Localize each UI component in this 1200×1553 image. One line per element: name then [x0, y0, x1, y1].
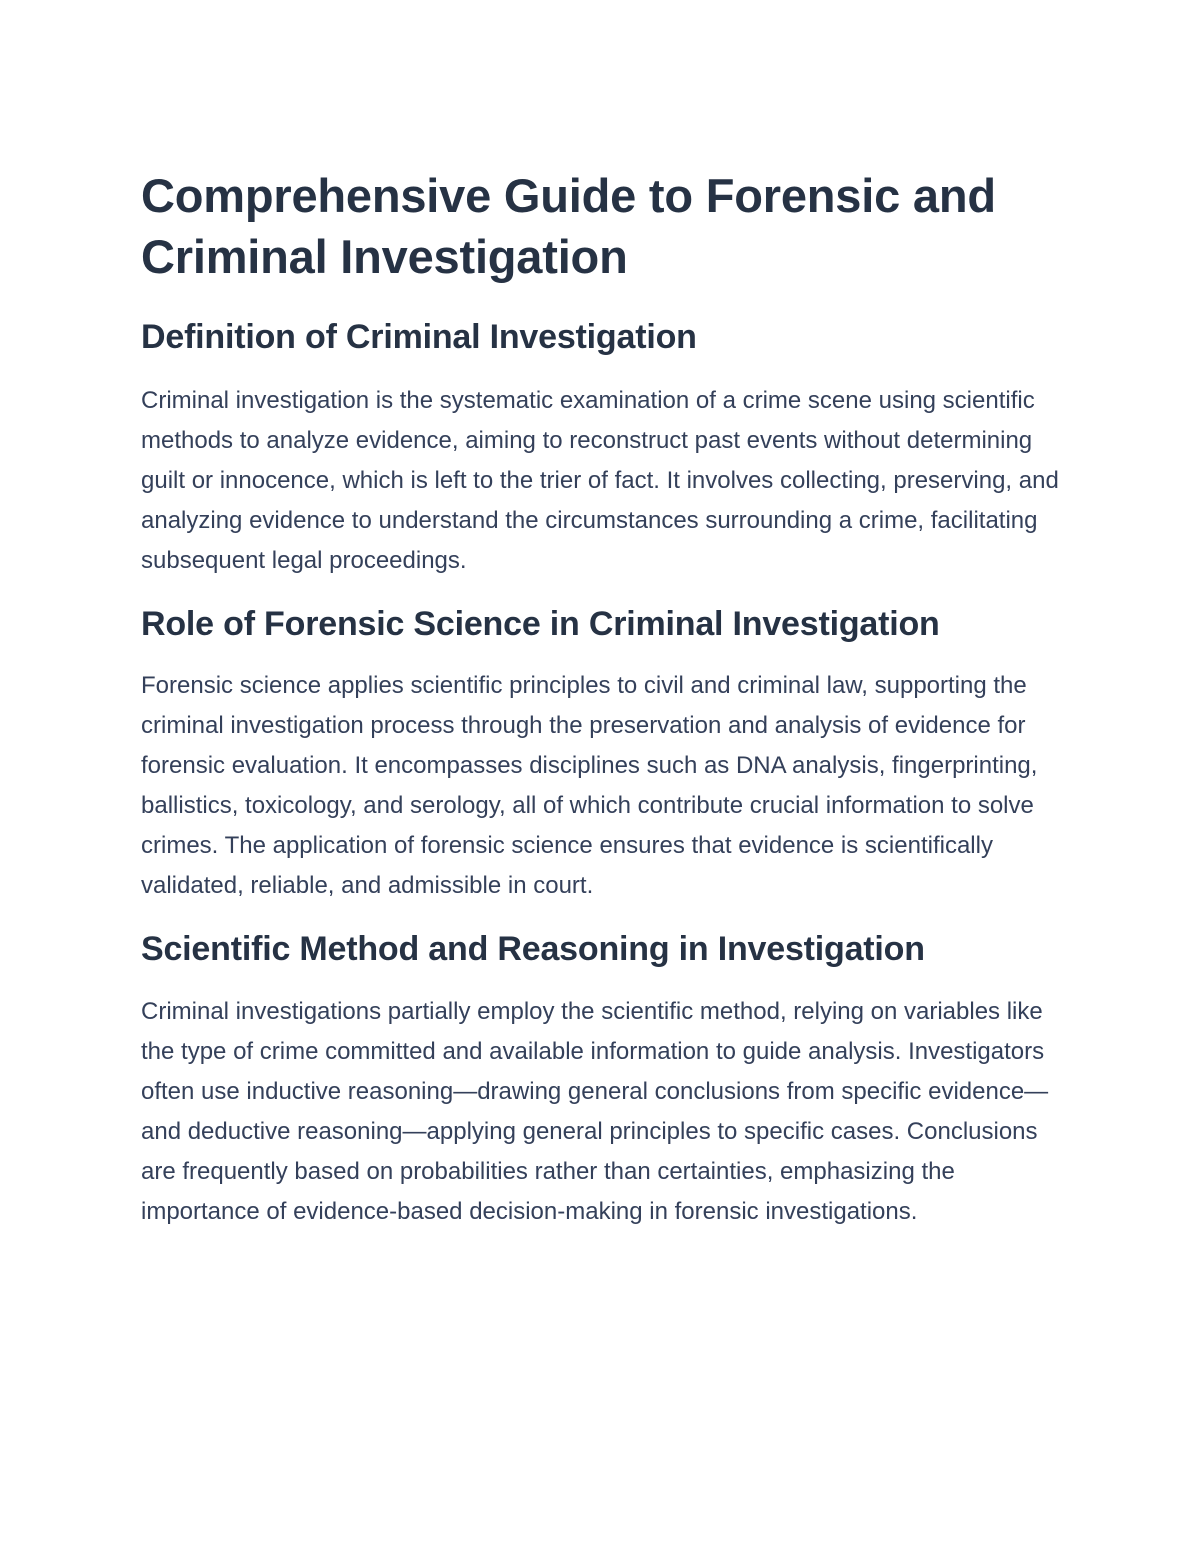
document-title: Comprehensive Guide to Forensic and Criminal Investigation	[141, 169, 996, 283]
section-definition	[141, 316, 1071, 581]
section-heading: Role of Forensic Science in Criminal Investigation	[141, 605, 940, 643]
document-content	[141, 165, 1071, 1232]
section-paragraph: Criminal investigations partially employ the scientific method, relying on variables like the type of crime committed and available information to guide analysis. Investigators often use inductive reasoning—drawing general conclusions from specific evidence—and deductive reasoning—applying general principles to specific cases. Conclusions are frequently based on probabilities rather than certainties, emphasizing the importance of evidence-based decision-making in forensic investigations.	[141, 998, 1049, 1225]
section-forensic-science-role	[141, 603, 1071, 906]
section-paragraph: Criminal investigation is the systematic examination of a crime scene using scientific methods to analyze evidence, aiming to reconstruct past events without determining guilt or innocence, which is left to the trier of fact. It involves collecting, preserving, and analyzing evidence to understand the circumstances surrounding a crime, facilitating subsequent legal proceedings.	[141, 387, 1059, 574]
section-scientific-method	[141, 928, 1071, 1232]
section-heading: Scientific Method and Reasoning in Investigation	[141, 930, 925, 968]
section-paragraph: Forensic science applies scientific principles to civil and criminal law, supporting the criminal investigation process through the preservation and analysis of evidence for forensic evaluation. It encompasses disciplines such as DNA analysis, fingerprinting, ballistics, toxicology, and serology, all of which contribute crucial information to solve crimes. The application of forensic science ensures that evidence is scientifically validated, reliable, and admissible in court.	[141, 672, 1038, 899]
section-heading: Definition of Criminal Investigation	[141, 318, 697, 356]
